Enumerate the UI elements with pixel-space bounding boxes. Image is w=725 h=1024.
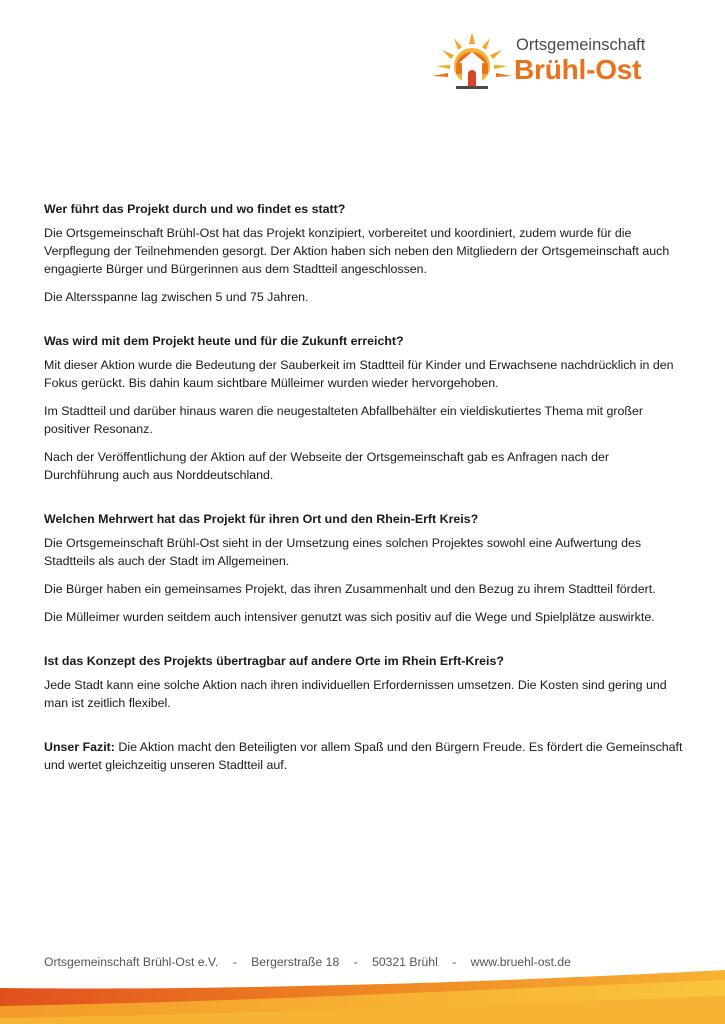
paragraph: Mit dieser Aktion wurde die Bedeutung der Sauberkeit im Stadtteil für Kinder und Erwachsene nachdrücklich in den Fokus gerückt. Bis dahin kaum sichtbare Mülleimer wurden wieder hervorgehoben.: [44, 358, 674, 390]
footer-organization: Ortsgemeinschaft Brühl-Ost e.V.: [44, 955, 219, 969]
footer-separator: -: [452, 955, 457, 969]
section-heading: Ist das Konzept des Projekts übertragbar auf andere Orte im Rhein Erft-Kreis?: [44, 654, 504, 668]
paragraph: Im Stadtteil und darüber hinaus waren die neugestalteten Abfallbehälter ein vieldiskutiertes Thema mit großer positiver Resonanz.: [44, 404, 643, 436]
section-heading: Wer führt das Projekt durch und wo findet es statt?: [44, 202, 346, 216]
paragraph: Jede Stadt kann eine solche Aktion nach ihren individuellen Erfordernissen umsetzen. Die Kosten sind gering und man ist zeitlich flexibel.: [44, 678, 667, 710]
section-uebertragbarkeit: [44, 652, 684, 712]
sun-house-icon: [432, 30, 512, 92]
fazit-text: Die Aktion macht den Beteiligten vor allem Spaß und den Bürgern Freude. Es fördert die Gemeinschaft und wertet gleichzeitig unseren Stadtteil auf.: [44, 740, 683, 772]
paragraph: Die Mülleimer wurden seitdem auch intensiver genutzt was sich positiv auf die Wege und Spielplätze auswirkte.: [44, 610, 655, 624]
footer-swoosh-graphic: [0, 966, 725, 1024]
document-body: [44, 200, 684, 784]
section-ergebnis: [44, 332, 684, 484]
section-heading: Welchen Mehrwert hat das Projekt für ihren Ort und den Rhein-Erft Kreis?: [44, 512, 479, 526]
logo: [432, 30, 662, 92]
fazit-paragraph: [44, 738, 684, 774]
paragraph: Die Ortsgemeinschaft Brühl-Ost hat das Projekt konzipiert, vorbereitet und koordiniert, zudem wurde für die Verpflegung der Teilnehmenden gesorgt. Der Aktion haben sich neben den Mitgliedern der Ortsgemeinschaft auch engagierte Bürger und Bürgerinnen aus dem Stadtteil angeschlossen.: [44, 226, 670, 276]
paragraph: Nach der Veröffentlichung der Aktion auf der Webseite der Ortsgemeinschaft gab es Anfragen nach der Durchführung auch aus Norddeutschland.: [44, 450, 610, 482]
footer-separator: -: [353, 955, 358, 969]
logo-text-line2: Brühl-Ost: [514, 54, 642, 85]
section-durchfuehrung: [44, 200, 684, 306]
footer-street: Bergerstraße 18: [251, 955, 340, 969]
paragraph: Die Bürger haben ein gemeinsames Projekt, das ihren Zusammenhalt und den Bezug zu ihrem Stadtteil fördert.: [44, 582, 656, 596]
footer-website[interactable]: www.bruehl-ost.de: [470, 955, 571, 969]
paragraph: Die Altersspanne lag zwischen 5 und 75 Jahren.: [44, 290, 309, 304]
footer-separator: -: [232, 955, 237, 969]
section-mehrwert: [44, 510, 684, 626]
paragraph: Die Ortsgemeinschaft Brühl-Ost sieht in der Umsetzung eines solchen Projektes sowohl eine Aufwertung des Stadtteils als auch der Stadt im Allgemeinen.: [44, 536, 642, 568]
section-heading: Was wird mit dem Projekt heute und für die Zukunft erreicht?: [44, 334, 404, 348]
logo-text-line1: Ortsgemeinschaft: [516, 36, 646, 54]
fazit-label: Unser Fazit:: [44, 740, 115, 754]
footer-city: 50321 Brühl: [372, 955, 438, 969]
